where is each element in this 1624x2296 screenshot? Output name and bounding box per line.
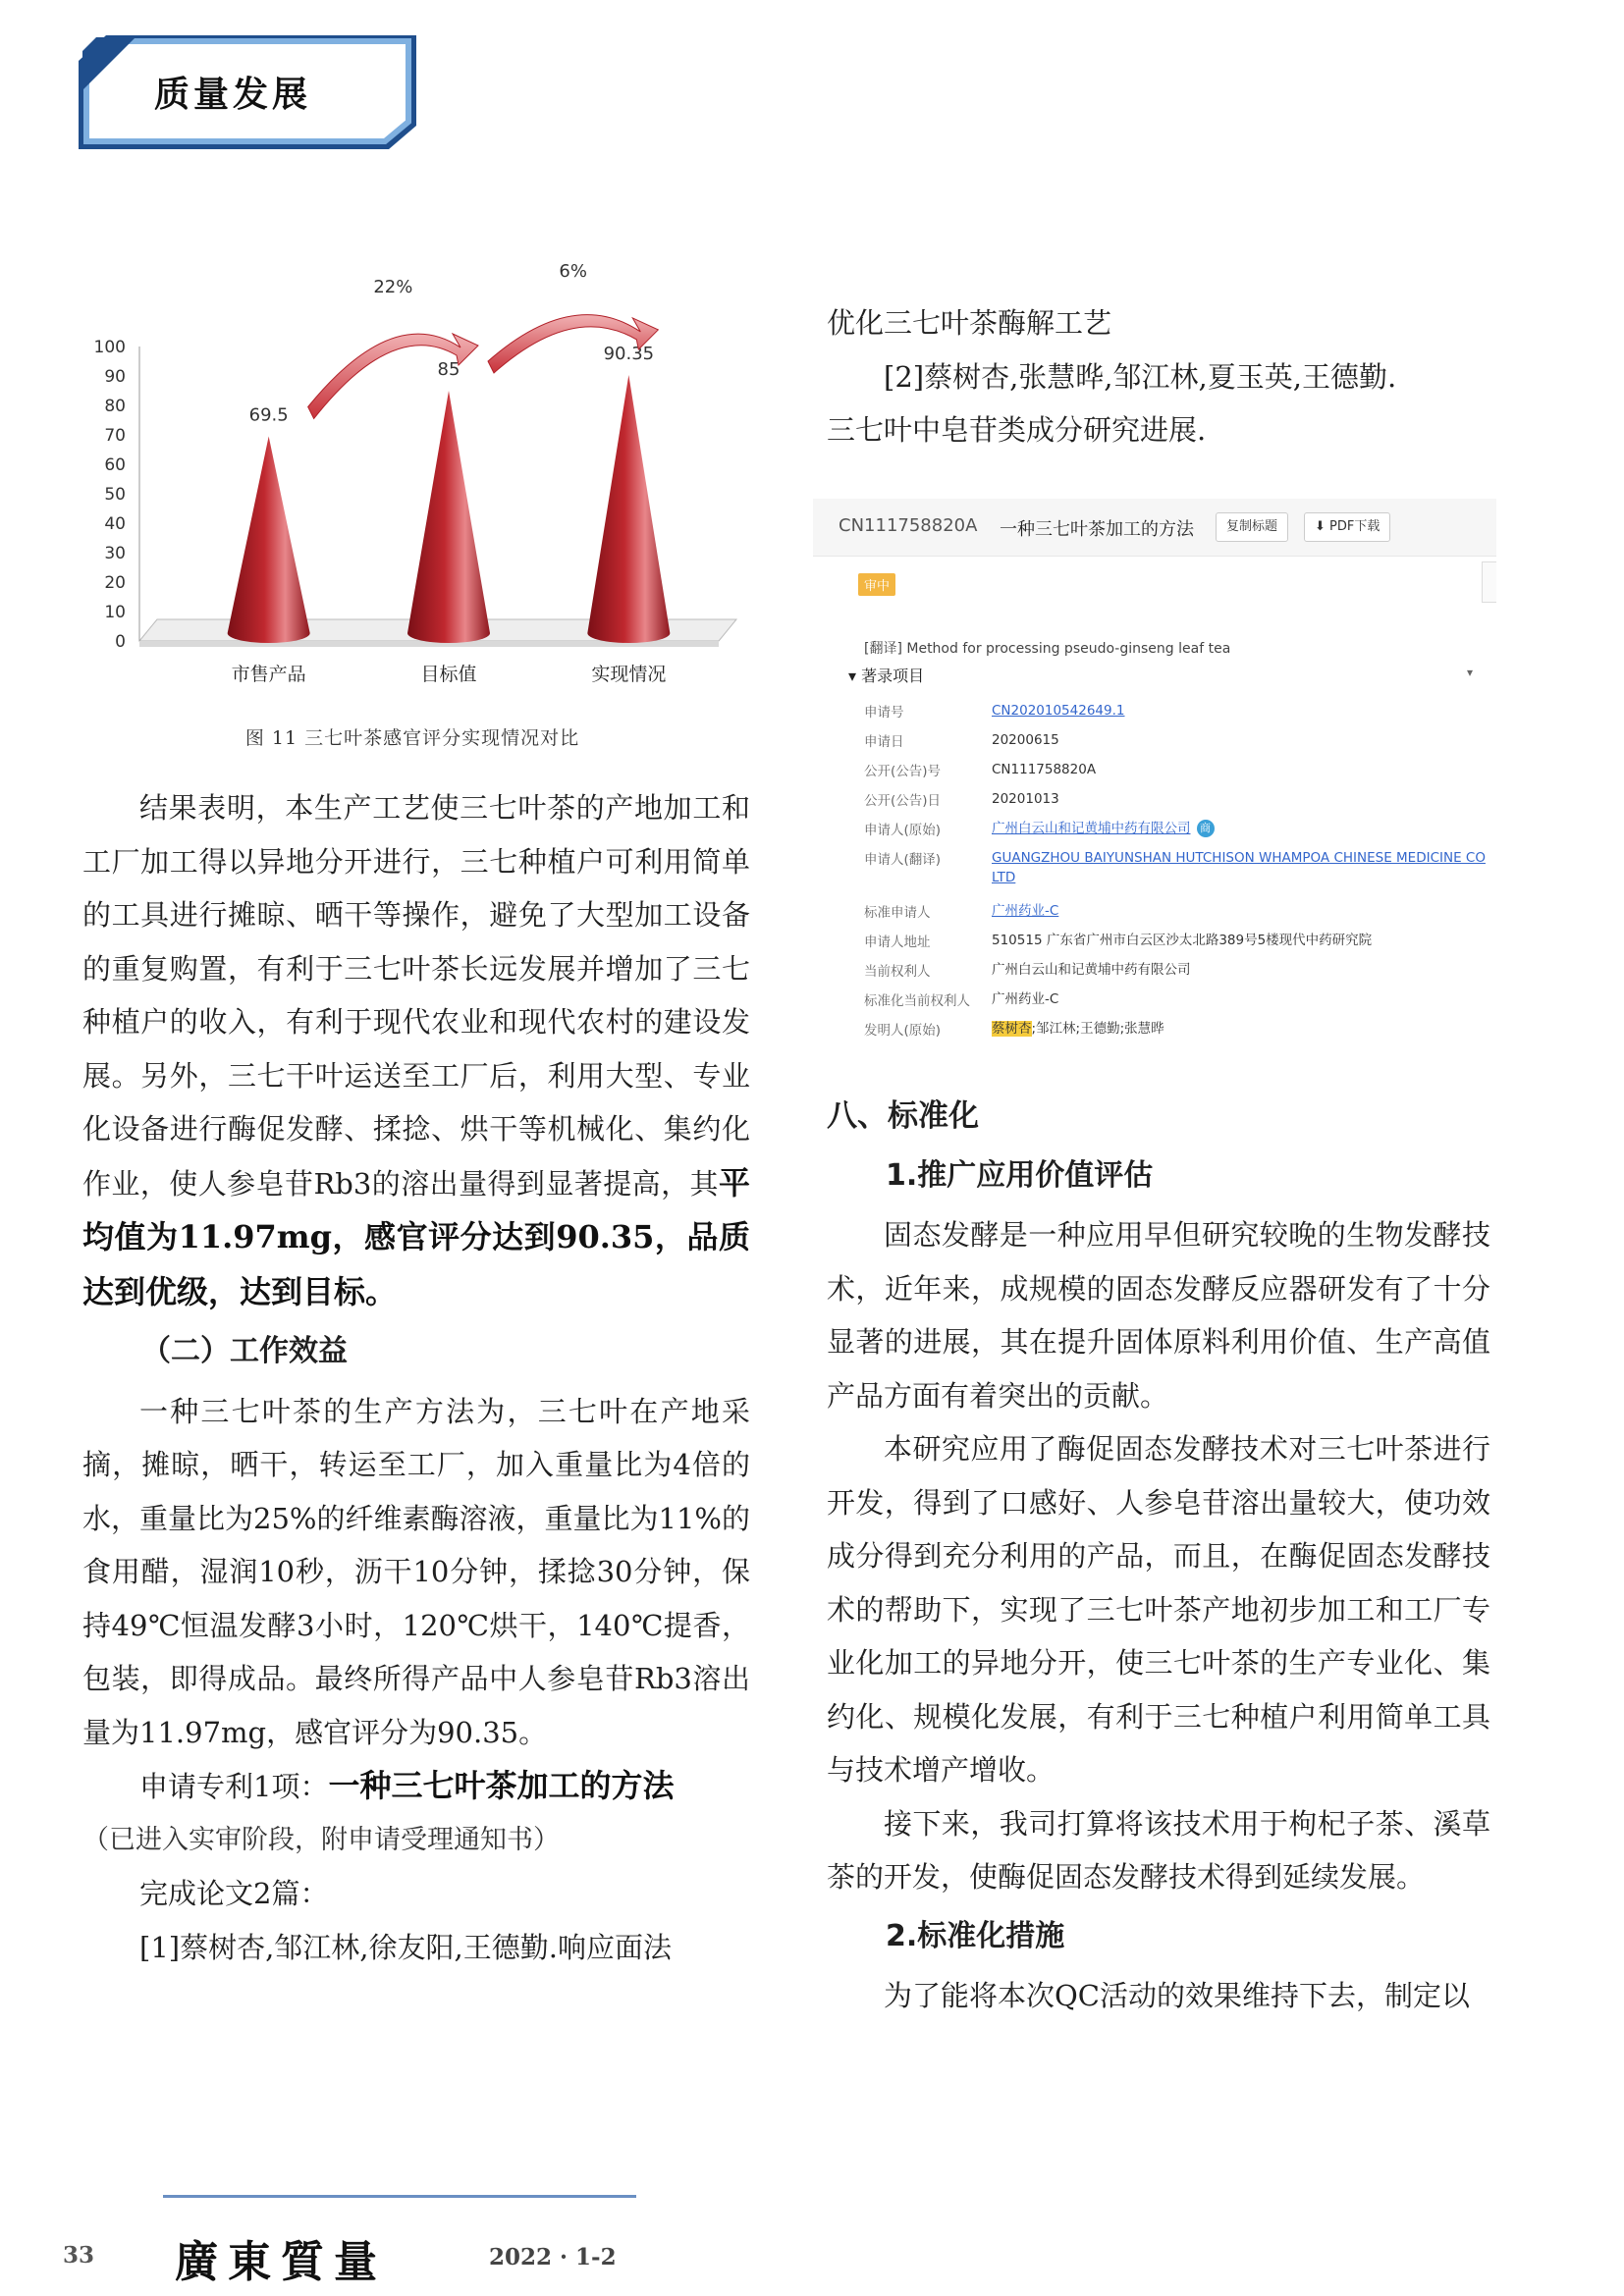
field-label: 公开(公告)号 xyxy=(864,764,942,779)
patent-prefix: 申请专利1项： xyxy=(139,1770,329,1803)
field-label: 申请人地址 xyxy=(864,934,931,950)
inventor-rest: ;邹江林;王德勤;张慧晔 xyxy=(1031,1021,1164,1037)
cone-bar xyxy=(228,437,310,644)
field-label: 申请人(翻译) xyxy=(864,852,942,868)
field-label: 申请人(原始) xyxy=(864,823,942,838)
pdf-download-button[interactable] xyxy=(1304,512,1390,542)
result-text: 结果表明，本生产工艺使三七叶茶的产地加工和工厂加工得以异地分开进行，三七种植户可利用简单的工具进行摊晾、晒干等操作，避免了大型加工设备的重复购置，有利于三七叶茶长远发展并增加了三七种植户的收入，有利于现代农业和现代农村的建设发展。另外，三七干叶运送至工厂后，利用大型、专业化设备进行酶促发酵、揉捻、烘干等机械化、集约化作业，使人参皂苷Rb3的溶出量得到显著提高，其 xyxy=(82,791,750,1201)
patent-record-screenshot xyxy=(813,499,1496,1050)
collapse-caret-icon: ▾ xyxy=(848,667,862,685)
measures-paragraph: 为了能将本次QC活动的效果维持下去，制定以 xyxy=(884,1979,1470,2012)
field-row xyxy=(864,1019,1492,1048)
patent-number: CN111758820A xyxy=(839,515,978,536)
data-label: 90.35 xyxy=(603,343,655,364)
assessment-paragraph-2: 本研究应用了酶促固态发酵技术对三七叶茶进行开发，得到了口感好、人参皂苷溶出量较大，使功效成分得到充分利用的产品，而且，在酶促固态发酵技术的帮助下，实现了三七叶茶产地初步加工和工厂专业化加工的异地分开，使三七叶茶的生产专业化、集约化、规模化发展，有利于三七种植户利用简单工具与技术增产增收。 xyxy=(827,1432,1490,1787)
inventor-value xyxy=(992,1019,1492,1039)
trademark-badge: 商 xyxy=(1197,820,1215,837)
field-row xyxy=(864,789,1492,819)
section-title: 著录项目 xyxy=(861,667,925,685)
papers-line: 完成论文2篇： xyxy=(139,1877,329,1910)
applicant-translation-link[interactable]: GUANGZHOU BAIYUNSHAN HUTCHISON WHAMPOA CHINESE MEDICINE CO LTD xyxy=(992,850,1486,885)
assessment-paragraph-1: 固态发酵是一种应用早但研究较晚的生物发酵技术，近年来，成规模的固态发酵反应器研发有了十分显著的进展，其在提升固体原料利用价值、生产高值产品方面有着突出的贡献。 xyxy=(827,1218,1490,1413)
field-value: 广州白云山和记黄埔中药有限公司 xyxy=(992,962,1191,978)
field-row xyxy=(864,701,1492,730)
field-row xyxy=(864,848,1492,901)
category-label: 目标值 xyxy=(420,664,477,685)
issue-date: 2022 · 1-2 xyxy=(489,2244,617,2270)
right-column-bottom xyxy=(827,1076,1490,2023)
patent-translation: [翻译] Method for processing pseudo-ginseng leaf tea xyxy=(864,641,1231,657)
y-tick-label: 80 xyxy=(104,397,126,416)
sensory-score-chart xyxy=(69,260,756,751)
header-title: 质量发展 xyxy=(153,74,311,115)
assessment-paragraph-3: 接下来，我司打算将该技术用于枸杞子茶、溪草茶的开发，使酶促固态发酵技术得到延续发展。 xyxy=(827,1806,1490,1894)
page-number: 33 xyxy=(63,2242,95,2269)
field-row xyxy=(864,730,1492,760)
cone-bar xyxy=(587,375,670,643)
field-label: 标准化当前权利人 xyxy=(864,993,970,1009)
growth-label: 6% xyxy=(559,260,587,282)
growth-label: 22% xyxy=(373,277,413,297)
y-tick-label: 30 xyxy=(104,544,126,563)
field-row xyxy=(864,931,1492,960)
y-tick-label: 50 xyxy=(104,485,126,505)
patent-toolbar xyxy=(813,499,1496,557)
data-label: 85 xyxy=(437,359,460,380)
chevron-down-icon[interactable]: ▾ xyxy=(1466,666,1473,679)
y-tick-label: 10 xyxy=(104,603,126,622)
field-label: 标准申请人 xyxy=(864,905,931,921)
download-icon: ⬇ xyxy=(1315,519,1330,534)
right-column-top xyxy=(827,296,1490,457)
magazine-logo: 廣東質量 xyxy=(175,2237,387,2287)
applicant-value xyxy=(992,819,1492,838)
inventor-highlight: 蔡树杏 xyxy=(992,1021,1032,1037)
y-tick-label: 100 xyxy=(93,338,126,357)
field-row xyxy=(864,960,1492,989)
field-value: CN111758820A xyxy=(992,762,1097,777)
field-label: 发明人(原始) xyxy=(864,1023,942,1039)
y-tick-label: 60 xyxy=(104,455,126,475)
patent-line xyxy=(82,1759,750,1814)
field-value: 510515 广东省广州市白云区沙太北路389号5楼现代中药研究院 xyxy=(992,933,1373,948)
patent-note: （已进入实审阶段，附申请受理通知书） xyxy=(82,1824,560,1855)
field-row xyxy=(864,901,1492,931)
field-value: 广州药业-C xyxy=(992,991,1059,1007)
chart-caption: 图 11 三七叶茶感官评分实现情况对比 xyxy=(244,727,580,749)
pdf-download-label: PDF下载 xyxy=(1329,519,1380,534)
y-tick-label: 20 xyxy=(104,573,126,593)
result-highlight: 平均值为11.97mg，感官评分达到90.35，品质达到优级，达到目标。 xyxy=(82,1163,750,1310)
category-label: 市售产品 xyxy=(231,664,306,685)
y-tick-label: 70 xyxy=(104,426,126,446)
copy-title-button[interactable]: 复制标题 xyxy=(1216,512,1288,542)
application-number-link[interactable]: CN202010542649.1 xyxy=(992,703,1125,719)
field-label: 申请号 xyxy=(864,705,904,721)
reference-2-continued: 三七叶中皂苷类成分研究进展. xyxy=(827,413,1207,447)
status-badge: 审中 xyxy=(858,573,895,596)
side-tab[interactable] xyxy=(1482,561,1496,603)
category-label: 实现情况 xyxy=(591,664,667,685)
cone-bar xyxy=(407,391,490,643)
left-column xyxy=(82,781,750,1974)
patent-title: 一种三七叶茶加工的方法 xyxy=(1000,519,1194,540)
section-header-badge xyxy=(77,31,418,151)
field-label: 当前权利人 xyxy=(864,964,931,980)
field-row xyxy=(864,819,1492,848)
subheading-value-assessment: 1.推广应用价值评估 xyxy=(886,1157,1154,1193)
field-row xyxy=(864,760,1492,789)
data-label: 69.5 xyxy=(248,404,289,426)
reference-1: [1]蔡树杏,邹江林,徐友阳,王德勤.响应面法 xyxy=(139,1930,672,1964)
patent-name: 一种三七叶茶加工的方法 xyxy=(328,1767,675,1804)
y-tick-label: 0 xyxy=(115,632,126,652)
field-row xyxy=(864,989,1492,1019)
method-paragraph: 一种三七叶茶的生产方法为，三七叶在产地采摘，摊晾，晒干，转运至工厂，加入重量比为4倍的水，重量比为25%的纤维素酶溶液，重量比为11%的食用醋，湿润10秒，沥干10分钟，揉捻30分钟，保持49℃恒温发酵3小时，120℃烘干，140℃提香，包装，即得成品。最终所得产品中人参皂苷Rb3溶出量为11.97mg，感官评分为90.35。 xyxy=(82,1394,750,1749)
standard-applicant-link[interactable]: 广州药业-C xyxy=(992,903,1059,919)
reference-1-continued: 优化三七叶茶酶解工艺 xyxy=(827,306,1112,340)
chart-svg xyxy=(69,260,756,751)
field-label: 申请日 xyxy=(864,734,904,750)
y-tick-label: 90 xyxy=(104,367,126,387)
applicant-link[interactable]: 广州白云山和记黄埔中药有限公司 xyxy=(992,821,1191,836)
y-tick-label: 40 xyxy=(104,514,126,534)
field-value: 20201013 xyxy=(992,791,1059,807)
field-value: 20200615 xyxy=(992,732,1059,748)
subheading-benefit: （二）工作效益 xyxy=(141,1334,348,1368)
reference-2: [2]蔡树杏,张慧晔,邹江林,夏玉英,王德勤. xyxy=(884,359,1397,394)
result-paragraph xyxy=(82,781,750,1319)
patent-fields xyxy=(864,701,1492,1048)
section-heading-standardization: 八、标准化 xyxy=(827,1098,979,1134)
subheading-measures: 2.标准化措施 xyxy=(886,1918,1065,1953)
field-label: 公开(公告)日 xyxy=(864,793,942,809)
footer-divider xyxy=(163,2195,636,2198)
bibliographic-section-toggle[interactable] xyxy=(848,664,924,686)
